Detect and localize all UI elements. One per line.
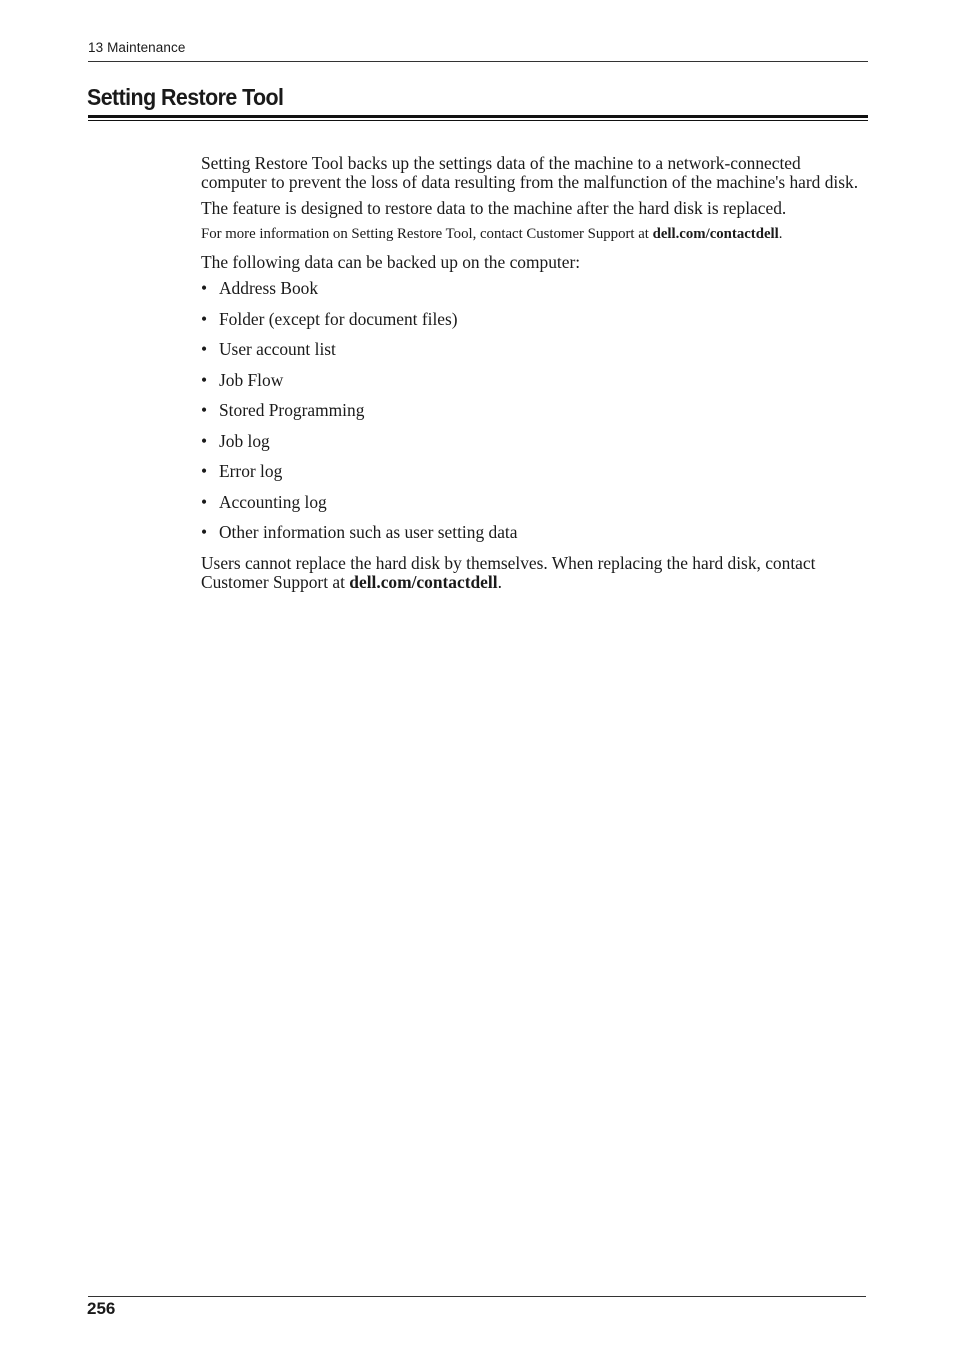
note-link[interactable]: dell.com/contactdell — [652, 226, 779, 242]
header-divider — [88, 61, 868, 62]
purpose-paragraph: The feature is designed to restore data to the machine after the hard disk is replaced. — [201, 198, 787, 218]
bullet-icon: • — [201, 308, 208, 329]
list-item — [201, 493, 869, 524]
list-item-text: User account list — [219, 339, 336, 359]
note-text: For more information on Setting Restore Tool, contact Customer Support at — [201, 226, 653, 242]
bullet-icon: • — [201, 278, 208, 298]
section-body — [201, 154, 869, 599]
list-item-text: Folder (except for document files) — [219, 308, 458, 329]
intro-paragraph: Setting Restore Tool backs up the settings data of the machine to a network-connected computer to prevent the loss of data resulting from the malfunction of the machine's hard disk. — [201, 153, 859, 192]
list-item — [201, 401, 869, 432]
title-divider-thin — [88, 120, 868, 121]
backup-data-list — [201, 279, 869, 544]
list-item-text: Error log — [219, 461, 283, 481]
list-item-text: Stored Programming — [219, 400, 365, 420]
list-item — [201, 310, 869, 341]
closing-text: Users cannot replace the hard disk by themselves. When replacing the hard disk, contact Customer Support at — [201, 553, 816, 592]
list-item — [201, 462, 869, 493]
list-intro: The following data can be backed up on the computer: — [201, 252, 581, 272]
list-item-text: Job Flow — [219, 369, 284, 390]
bullet-icon: • — [201, 461, 208, 481]
bullet-icon: • — [201, 430, 208, 451]
note-paragraph — [201, 225, 869, 244]
list-item — [201, 371, 869, 402]
running-header: 13 Maintenance — [88, 40, 186, 55]
closing-suffix: . — [497, 572, 502, 592]
closing-link[interactable]: dell.com/contactdell — [349, 572, 498, 592]
note-suffix: . — [778, 226, 783, 242]
closing-paragraph — [201, 554, 869, 592]
section-title: Setting Restore Tool — [87, 84, 284, 110]
list-item — [201, 340, 869, 371]
page-number: 256 — [87, 1299, 116, 1318]
list-item-text: Other information such as user setting data — [219, 522, 518, 542]
bullet-icon: • — [201, 400, 208, 420]
bullet-icon: • — [201, 491, 208, 512]
list-item — [201, 279, 869, 310]
list-item — [201, 523, 869, 544]
bullet-icon: • — [201, 522, 208, 542]
list-item-text: Address Book — [219, 278, 319, 298]
bullet-icon: • — [201, 339, 208, 359]
list-item — [201, 432, 869, 463]
bullet-icon: • — [201, 369, 208, 390]
title-divider-thick — [88, 115, 868, 118]
list-item-text: Accounting log — [219, 491, 327, 512]
list-item-text: Job log — [219, 430, 270, 451]
footer-divider — [88, 1296, 866, 1297]
